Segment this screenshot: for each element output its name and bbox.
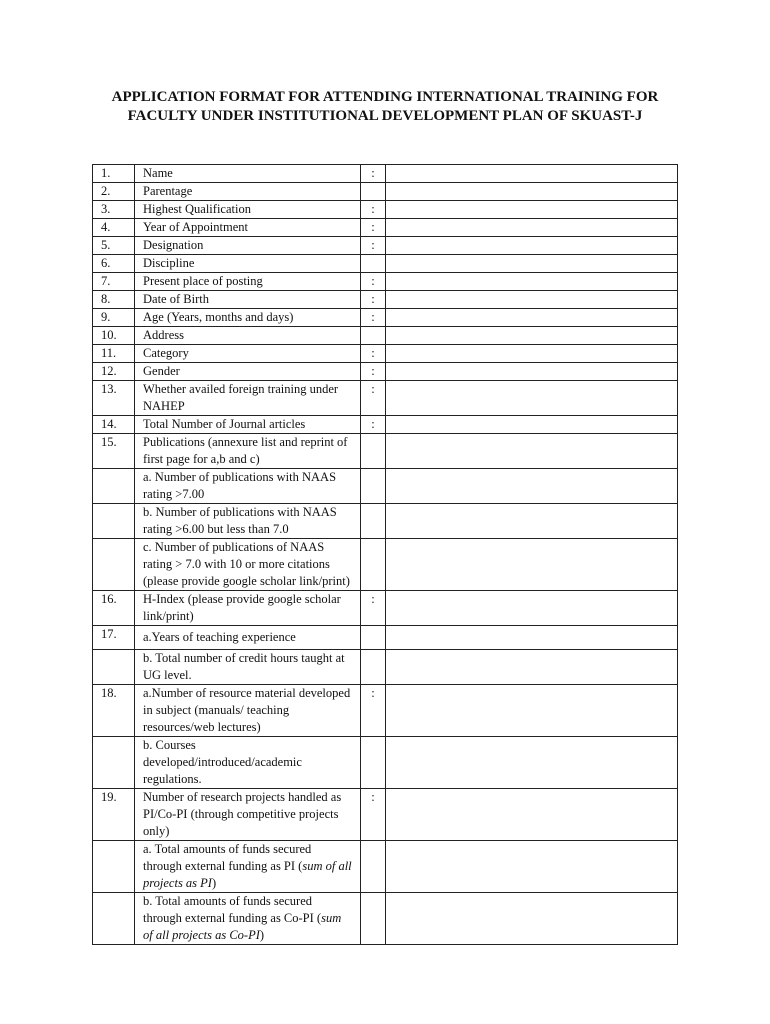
row-number <box>93 650 135 685</box>
row-number: 1. <box>93 165 135 183</box>
table-row <box>93 165 678 183</box>
field-label: Year of Appointment <box>135 219 361 237</box>
table-row <box>93 626 678 650</box>
field-label <box>135 893 361 945</box>
field-label: Number of research projects handled as PI/Co-PI (through competitive projects only) <box>135 789 361 841</box>
table-row <box>93 345 678 363</box>
field-label <box>135 841 361 893</box>
colon-separator: : <box>361 416 386 434</box>
title-line-2: FACULTY UNDER INSTITUTIONAL DEVELOPMENT PLAN OF SKUAST-J <box>127 108 643 124</box>
value-cell[interactable] <box>386 345 678 363</box>
row-number: 3. <box>93 201 135 219</box>
table-row <box>93 381 678 416</box>
value-cell[interactable] <box>386 309 678 327</box>
table-row <box>93 219 678 237</box>
field-label-text: a. Total amounts of funds secured through external funding as PI ( <box>143 842 312 873</box>
field-label-italic: sum of all projects as PI <box>143 859 352 890</box>
value-cell[interactable] <box>386 237 678 255</box>
document-title <box>40 88 730 126</box>
field-label: c. Number of publications of NAAS rating > 7.0 with 10 or more citations (please provide google scholar link/print) <box>135 539 361 591</box>
value-cell[interactable] <box>386 626 678 650</box>
field-label: b. Total number of credit hours taught at UG level. <box>135 650 361 685</box>
colon-separator: : <box>361 219 386 237</box>
value-cell[interactable] <box>386 737 678 789</box>
field-label: Address <box>135 327 361 345</box>
table-row <box>93 685 678 737</box>
row-number: 6. <box>93 255 135 273</box>
value-cell[interactable] <box>386 416 678 434</box>
table-row <box>93 893 678 945</box>
row-number: 11. <box>93 345 135 363</box>
field-label: Gender <box>135 363 361 381</box>
colon-separator: : <box>361 201 386 219</box>
colon-separator: : <box>361 291 386 309</box>
field-label: Name <box>135 165 361 183</box>
colon-separator: : <box>361 381 386 416</box>
table-row <box>93 255 678 273</box>
value-cell[interactable] <box>386 685 678 737</box>
row-number: 10. <box>93 327 135 345</box>
colon-separator: : <box>361 273 386 291</box>
colon-separator: : <box>361 237 386 255</box>
colon-separator <box>361 255 386 273</box>
colon-separator <box>361 469 386 504</box>
table-row <box>93 327 678 345</box>
row-number <box>93 469 135 504</box>
value-cell[interactable] <box>386 381 678 416</box>
value-cell[interactable] <box>386 539 678 591</box>
row-number: 13. <box>93 381 135 416</box>
row-number: 4. <box>93 219 135 237</box>
row-number: 17. <box>93 626 135 650</box>
table-row <box>93 650 678 685</box>
field-label: Highest Qualification <box>135 201 361 219</box>
colon-separator <box>361 434 386 469</box>
value-cell[interactable] <box>386 893 678 945</box>
value-cell[interactable] <box>386 789 678 841</box>
field-label: a. Number of publications with NAAS rating >7.00 <box>135 469 361 504</box>
field-label: Age (Years, months and days) <box>135 309 361 327</box>
value-cell[interactable] <box>386 219 678 237</box>
colon-separator <box>361 893 386 945</box>
value-cell[interactable] <box>386 650 678 685</box>
table-row <box>93 737 678 789</box>
value-cell[interactable] <box>386 591 678 626</box>
table-row <box>93 539 678 591</box>
colon-separator: : <box>361 685 386 737</box>
field-label: Present place of posting <box>135 273 361 291</box>
field-label: Publications (annexure list and reprint of first page for a,b and c) <box>135 434 361 469</box>
colon-separator: : <box>361 789 386 841</box>
colon-separator: : <box>361 309 386 327</box>
field-label: b. Number of publications with NAAS rating >6.00 but less than 7.0 <box>135 504 361 539</box>
value-cell[interactable] <box>386 434 678 469</box>
field-label: a.Number of resource material developed in subject (manuals/ teaching resources/web lectures) <box>135 685 361 737</box>
row-number: 14. <box>93 416 135 434</box>
value-cell[interactable] <box>386 504 678 539</box>
field-label-end: ) <box>211 876 217 890</box>
value-cell[interactable] <box>386 291 678 309</box>
colon-separator <box>361 183 386 201</box>
colon-separator <box>361 841 386 893</box>
title-line-1: APPLICATION FORMAT FOR ATTENDING INTERNATIONAL TRAINING FOR <box>111 89 659 105</box>
row-number: 12. <box>93 363 135 381</box>
row-number: 5. <box>93 237 135 255</box>
colon-separator: : <box>361 363 386 381</box>
field-label-text: b. Total amounts of funds secured through external funding as Co-PI ( <box>143 894 322 925</box>
field-label: Category <box>135 345 361 363</box>
row-number: 9. <box>93 309 135 327</box>
table-row <box>93 273 678 291</box>
table-row <box>93 434 678 469</box>
row-number: 8. <box>93 291 135 309</box>
value-cell[interactable] <box>386 255 678 273</box>
row-number <box>93 893 135 945</box>
table-row <box>93 237 678 255</box>
field-label: b. Courses developed/introduced/academic regulations. <box>135 737 361 789</box>
value-cell[interactable] <box>386 327 678 345</box>
colon-separator: : <box>361 345 386 363</box>
field-label: a.Years of teaching experience <box>135 626 361 650</box>
table-row <box>93 291 678 309</box>
table-row <box>93 201 678 219</box>
colon-separator: : <box>361 591 386 626</box>
colon-separator <box>361 626 386 650</box>
value-cell[interactable] <box>386 469 678 504</box>
value-cell[interactable] <box>386 183 678 201</box>
field-label: Parentage <box>135 183 361 201</box>
row-number: 15. <box>93 434 135 469</box>
field-label: Whether availed foreign training under NAHEP <box>135 381 361 416</box>
table-row <box>93 416 678 434</box>
table-row <box>93 309 678 327</box>
table-row <box>93 591 678 626</box>
colon-separator <box>361 504 386 539</box>
field-label-italic: sum of all projects as Co-PI <box>143 911 342 942</box>
table-row <box>93 504 678 539</box>
field-label-end: ) <box>259 928 265 942</box>
value-cell[interactable] <box>386 363 678 381</box>
field-label: Total Number of Journal articles <box>135 416 361 434</box>
row-number: 16. <box>93 591 135 626</box>
value-cell[interactable] <box>386 273 678 291</box>
table-row <box>93 183 678 201</box>
field-label: Discipline <box>135 255 361 273</box>
table-row <box>93 469 678 504</box>
field-label: Designation <box>135 237 361 255</box>
value-cell[interactable] <box>386 841 678 893</box>
colon-separator: : <box>361 165 386 183</box>
row-number: 19. <box>93 789 135 841</box>
row-number: 2. <box>93 183 135 201</box>
row-number: 7. <box>93 273 135 291</box>
row-number <box>93 539 135 591</box>
row-number <box>93 504 135 539</box>
colon-separator <box>361 737 386 789</box>
row-number <box>93 737 135 789</box>
table-row <box>93 789 678 841</box>
field-label: Date of Birth <box>135 291 361 309</box>
colon-separator <box>361 327 386 345</box>
colon-separator <box>361 539 386 591</box>
value-cell[interactable] <box>386 201 678 219</box>
table-row <box>93 363 678 381</box>
colon-separator <box>361 650 386 685</box>
field-label: H-Index (please provide google scholar link/print) <box>135 591 361 626</box>
application-form-table <box>92 164 678 945</box>
row-number: 18. <box>93 685 135 737</box>
table-row <box>93 841 678 893</box>
value-cell[interactable] <box>386 165 678 183</box>
row-number <box>93 841 135 893</box>
